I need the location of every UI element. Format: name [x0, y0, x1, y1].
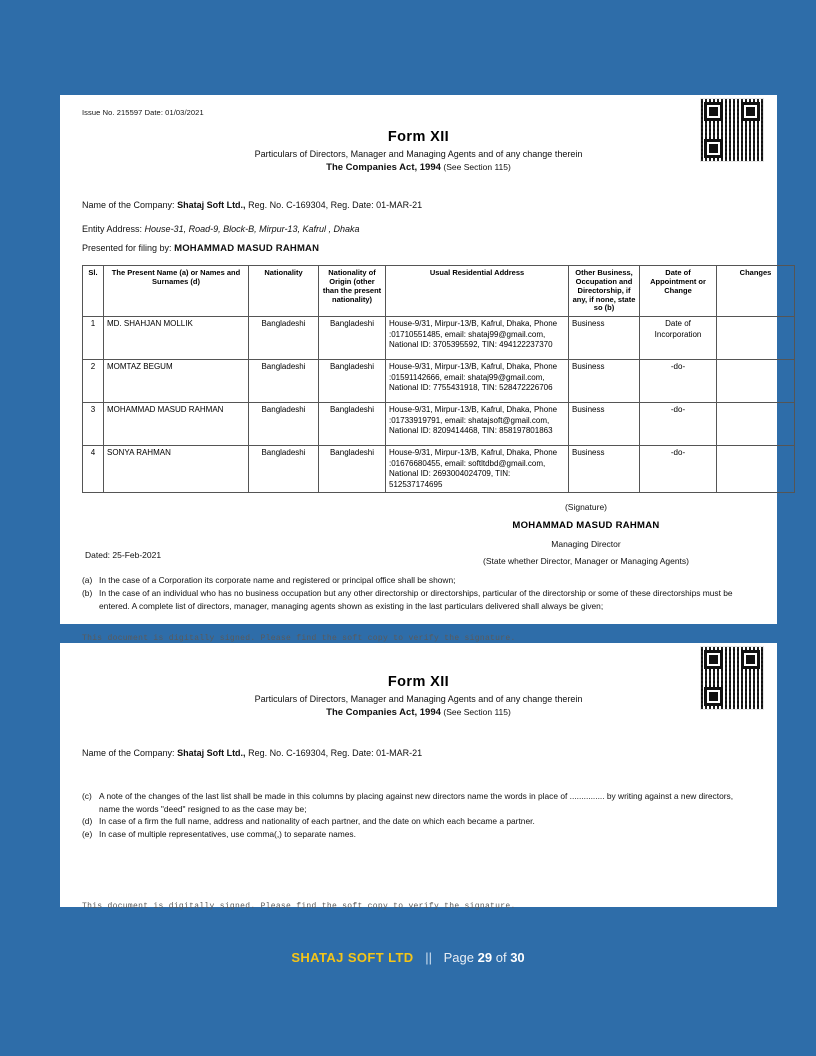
- cell-date-appointment: -do-: [640, 446, 717, 493]
- cell-sl: 4: [83, 446, 104, 493]
- page-title: Form XII: [387, 129, 450, 145]
- table-row: [83, 317, 795, 360]
- digital-signature-note: This document is digitally signed. Please find the soft copy to verify the signature.: [82, 634, 516, 644]
- act-section: (See Section 115): [443, 707, 511, 717]
- column-header-nationality: Nationality: [249, 266, 319, 317]
- document-footer: [0, 950, 816, 965]
- column-header-address: Usual Residential Address: [386, 266, 569, 317]
- form-subtitle: Particulars of Directors, Manager and Managing Agents and of any change therein: [254, 149, 583, 159]
- table-row: [83, 360, 795, 403]
- cell-other-business: Business: [569, 403, 640, 446]
- cell-changes: [717, 317, 795, 360]
- table-row: [83, 446, 795, 493]
- footnote-item: [82, 574, 755, 587]
- company-registration: Reg. No. C-169304, Reg. Date: 01-MAR-21: [248, 200, 423, 210]
- column-header-nationality-origin: Nationality of Origin (other than the present nationality): [319, 266, 386, 317]
- cell-nationality-origin: Bangladeshi: [319, 317, 386, 360]
- signature-block: [82, 502, 755, 567]
- cell-date-appointment: -do-: [640, 360, 717, 403]
- cell-other-business: Business: [569, 317, 640, 360]
- company-name: Shataj Soft Ltd.,: [177, 200, 246, 210]
- entity-address-line: [82, 224, 755, 234]
- form-act-line: [82, 162, 755, 173]
- qr-code-icon: [700, 98, 764, 162]
- signature-right-column: [421, 502, 751, 566]
- column-header-sl: Sl.: [83, 266, 104, 317]
- footnote-text: In the case of a Corporation its corporate name and registered or principal office shall be shown;: [99, 575, 456, 586]
- cell-nationality-origin: Bangladeshi: [319, 360, 386, 403]
- qr-code-icon: [700, 646, 764, 710]
- company-line: [82, 200, 755, 210]
- issue-line: Issue No. 215597 Date: 01/03/2021: [82, 108, 204, 117]
- table-header-row: [83, 266, 795, 317]
- document-page-2: [60, 643, 777, 912]
- cell-name: MOMTAZ BEGUM: [104, 360, 249, 403]
- cell-nationality: Bangladeshi: [249, 446, 319, 493]
- column-header-date-appointment: Date of Appointment or Change: [640, 266, 717, 317]
- footnote-item: [82, 815, 755, 828]
- form-act-line: [82, 707, 755, 718]
- qr-eye-top-left: [704, 102, 723, 121]
- footnote-item: [82, 790, 755, 815]
- form-subtitle: Particulars of Directors, Manager and Managing Agents and of any change therein: [254, 694, 583, 704]
- footer-page-word: Page: [443, 950, 474, 965]
- directors-table-head: [83, 266, 795, 317]
- footnote-text: A note of the changes of the last list shall be made in this columns by placing against new directors name the words in place of ............... by writing against a new directors, name the words "deed" resigned to as the case may be;: [99, 791, 734, 814]
- cell-nationality: Bangladeshi: [249, 360, 319, 403]
- cell-name: SONYA RAHMAN: [104, 446, 249, 493]
- cell-sl: 2: [83, 360, 104, 403]
- digital-signature-note: This document is digitally signed. Please find the soft copy to verify the signature.: [82, 902, 516, 912]
- column-header-other-business: Other Business, Occupation and Directorship, if any, if none, state so (b): [569, 266, 640, 317]
- cell-address: House-9/31, Mirpur-13/B, Kafrul, Dhaka, Phone :01710551485, email: shataj99@gmail.com, National ID: 3705395592, TIN: 494122237370: [386, 317, 569, 360]
- company-label: Name of the Company:: [82, 200, 175, 210]
- cell-name: MOHAMMAD MASUD RAHMAN: [104, 403, 249, 446]
- cell-date-appointment: -do-: [640, 403, 717, 446]
- footnote-marker: (a): [82, 575, 93, 586]
- signatory-state-note: (State whether Director, Manager or Managing Agents): [483, 556, 689, 567]
- page-title: Form XII: [387, 674, 450, 690]
- footnote-marker: (d): [82, 816, 93, 827]
- company-line: [82, 748, 755, 758]
- document-page-1: [60, 95, 777, 644]
- act-name: The Companies Act, 1994: [326, 162, 441, 173]
- qr-eye-top-right: [741, 650, 760, 669]
- footnote-text: In the case of an individual who has no business occupation but any other directorship or directorships, particular of the directorship or some of these directorships must be entered. A complete list of directors, manager, managing agents shown as existing in the last particulars delivered shall always be given;: [99, 588, 733, 611]
- presented-by-label: Presented for filing by:: [82, 243, 172, 253]
- dated-line: Dated: 25-Feb-2021: [85, 550, 162, 561]
- footer-separator: ||: [425, 950, 432, 965]
- company-label: Name of the Company:: [82, 748, 175, 758]
- footnote-marker: (b): [82, 588, 93, 599]
- presented-by-name: MOHAMMAD MASUD RAHMAN: [174, 243, 320, 254]
- signature-label: (Signature): [564, 502, 608, 513]
- cell-sl: 3: [83, 403, 104, 446]
- directors-table: [82, 265, 795, 493]
- footnote-item: [82, 587, 755, 612]
- qr-eye-bottom-left: [704, 687, 723, 706]
- entity-address-label: Entity Address:: [82, 224, 143, 234]
- cell-address: House-9/31, Mirpur-13/B, Kafrul, Dhaka, Phone :01676680455, email: softltdbd@gmail.com, National ID: 2693004024709, TIN: 512537174695: [386, 446, 569, 493]
- cell-changes: [717, 403, 795, 446]
- footnote-text: In case of multiple representatives, use comma(,) to separate names.: [99, 828, 356, 839]
- cell-address: House-9/31, Mirpur-13/B, Kafrul, Dhaka, Phone :01733919791, email: shatajsoft@gmail.com, National ID: 8209414468, TIN: 858197801863: [386, 403, 569, 446]
- directors-table-body: [83, 317, 795, 493]
- qr-eye-top-right: [741, 102, 760, 121]
- cell-nationality-origin: Bangladeshi: [319, 446, 386, 493]
- table-row: [83, 403, 795, 446]
- cell-changes: [717, 446, 795, 493]
- footnote-item: [82, 828, 755, 841]
- footnote-marker: (c): [82, 791, 92, 801]
- footer-brand: SHATAJ SOFT LTD: [291, 950, 414, 965]
- cell-other-business: Business: [569, 360, 640, 403]
- cell-name: MD. SHAHJAN MOLLIK: [104, 317, 249, 360]
- presented-by-line: [82, 243, 755, 254]
- cell-address: House-9/31, Mirpur-13/B, Kafrul, Dhaka, Phone :01591142666, email: shataj99@gmail.com, National ID: 7755431918, TIN: 528472226706: [386, 360, 569, 403]
- footnotes-page-2: [82, 790, 755, 840]
- cell-date-appointment: Date of Incorporation: [640, 317, 717, 360]
- cell-sl: 1: [83, 317, 104, 360]
- signatory-role: Managing Director: [551, 539, 621, 550]
- footer-page-number: 29: [477, 950, 493, 965]
- footnote-text: In case of a firm the full name, address and nationality of each partner, and the date on which each became a partner.: [99, 816, 535, 827]
- signatory-name: MOHAMMAD MASUD RAHMAN: [512, 520, 660, 532]
- cell-changes: [717, 360, 795, 403]
- entity-address-value: House-31, Road-9, Block-B, Mirpur-13, Kafrul , Dhaka: [144, 224, 360, 234]
- footnote-marker: (e): [82, 828, 93, 839]
- cell-nationality: Bangladeshi: [249, 403, 319, 446]
- cell-other-business: Business: [569, 446, 640, 493]
- qr-eye-bottom-left: [704, 139, 723, 158]
- footnotes-page-1: [82, 574, 755, 612]
- act-section: (See Section 115): [443, 162, 511, 172]
- column-header-changes: Changes: [717, 266, 795, 317]
- footer-of-word: of: [495, 950, 507, 965]
- act-name: The Companies Act, 1994: [326, 707, 441, 718]
- cell-nationality: Bangladeshi: [249, 317, 319, 360]
- column-header-name: The Present Name (a) or Names and Surnames (d): [104, 266, 249, 317]
- footer-total-pages: 30: [510, 950, 525, 965]
- company-name: Shataj Soft Ltd.,: [177, 748, 246, 758]
- cell-nationality-origin: Bangladeshi: [319, 403, 386, 446]
- company-registration: Reg. No. C-169304, Reg. Date: 01-MAR-21: [248, 748, 423, 758]
- qr-eye-top-left: [704, 650, 723, 669]
